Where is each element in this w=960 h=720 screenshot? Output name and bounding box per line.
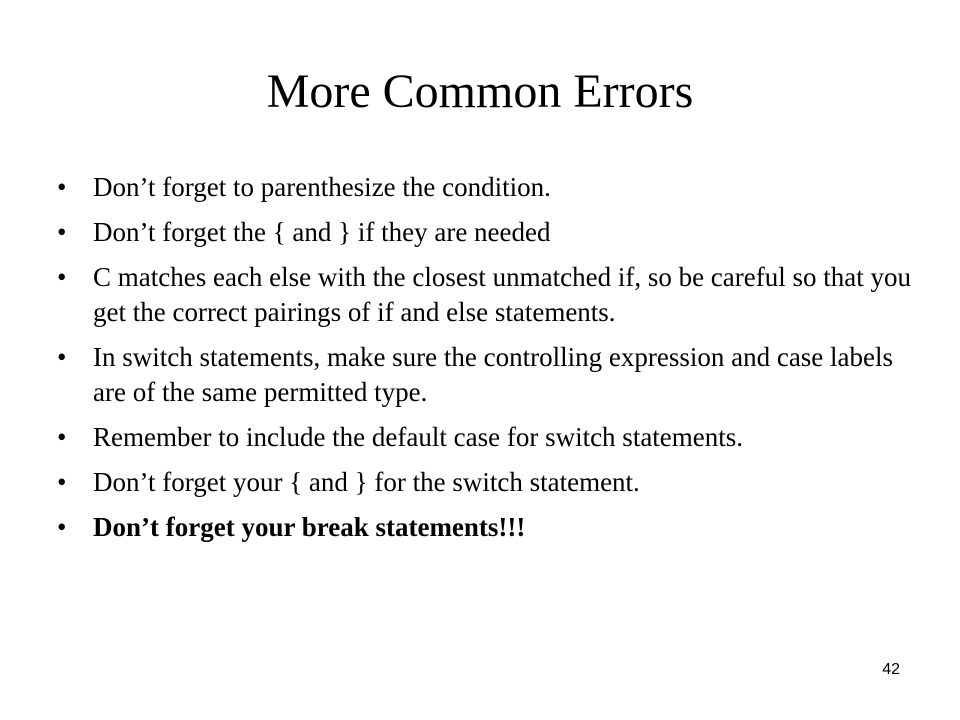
bullet-icon: •: [57, 467, 67, 497]
bullet-item-3: [57, 260, 917, 330]
bullet-text: Don’t forget the { and } if they are needed: [93, 217, 551, 247]
bullet-text: Remember to include the default case for switch statements.: [93, 422, 744, 452]
bullet-text: Don’t forget your { and } for the switch statement.: [93, 467, 640, 497]
page-number: 42: [882, 661, 900, 678]
bullet-list: [57, 170, 917, 555]
bullet-item-7: [57, 510, 917, 545]
bullet-icon: •: [57, 217, 67, 247]
bullet-text: Don’t forget your break statements!!!: [93, 512, 526, 542]
bullet-text: C matches each else with the closest unmatched if, so be careful so that you get the correct pairings of if and else statements.: [93, 262, 911, 327]
bullet-icon: •: [57, 262, 67, 292]
bullet-icon: •: [57, 342, 67, 372]
bullet-icon: •: [57, 422, 67, 452]
bullet-icon: •: [57, 512, 67, 542]
bullet-text: Don’t forget to parenthesize the condition.: [93, 172, 551, 202]
bullet-item-6: [57, 465, 917, 500]
bullet-text: In switch statements, make sure the controlling expression and case labels are of the same permitted type.: [93, 342, 894, 407]
bullet-item-1: [57, 170, 917, 205]
slide-title: More Common Errors: [266, 65, 694, 118]
bullet-item-2: [57, 215, 917, 250]
bullet-item-5: [57, 420, 917, 455]
bullet-icon: •: [57, 172, 67, 202]
bullet-item-4: [57, 340, 917, 410]
